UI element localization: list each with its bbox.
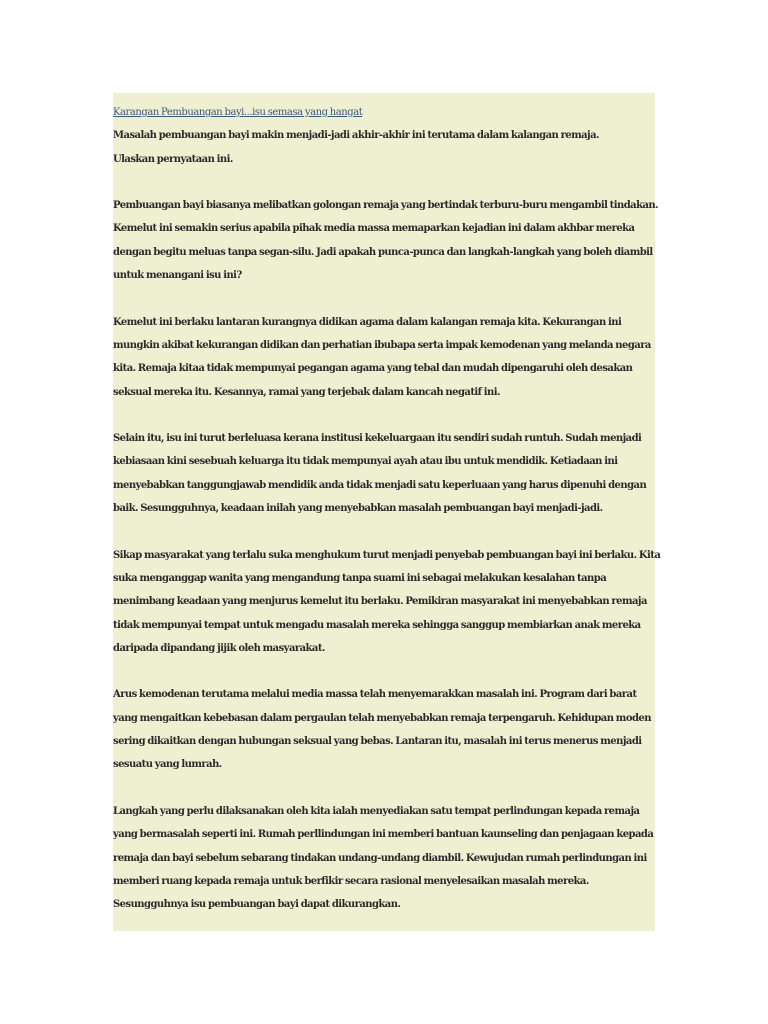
paragraph-gap xyxy=(113,520,661,543)
paragraph-modernity: Arus kemodenan terutama melalui media massa telah menyemarakkan masalah ini. Program dari barat yang mengaitkan kebebasan dalam pergaulan telah menyebabkan remaja terpengaruh. Kehidupan moden sering dikaitkan dengan hubungan seksual yang bebas. Lantaran itu, masalah ini terus menerus menjadi sesuatu yang lumrah. xyxy=(113,689,651,771)
paragraph-gap xyxy=(113,660,661,683)
paragraph-solution: Langkah yang perlu dilaksanakan oleh kita ialah menyediakan satu tempat perlindungan kepada remaja yang bermasalah seperti ini. Rumah perllindungan ini memberi bantuan kaunseling dan penjagaan kepada remaja dan bayi sebelum sebarang tindakan undang-undang diambil. Kewujudan rumah perlindungan ini memberi ruang kepada remaja untuk berfikir secara rasional menyelesaikan masalah mereka. Sesungguhnya isu pembuangan bayi dapat dikurangkan. xyxy=(113,805,654,911)
paragraph-gap xyxy=(113,404,661,427)
paragraph-gap xyxy=(113,777,661,800)
paragraph-family: Selain itu, isu ini turut berleluasa kerana institusi kekeluargaan itu sendiri sudah runtuh. Sudah menjadi kebiasaan kini sesebuah keluarga itu tidak mempunyai ayah atau ibu untuk mendidik. Ketiadaan ini menyebabkan tanggungjawab mendidik anda tidak menjadi satu keperluaan yang harus dipenuhi dengan baik. Sesungguhnya, keadaan inilah yang menyebabkan masalah pembuangan bayi menjadi-jadi. xyxy=(113,433,647,515)
intro-instruction: Ulaskan pernyataan ini. xyxy=(113,153,233,165)
article-title-link[interactable]: Karangan Pembuangan bayi...isu semasa yang hangat xyxy=(113,107,363,118)
paragraph-introduction: Pembuangan bayi biasanya melibatkan golongan remaja yang bertindak terburu-buru mengambil tindakan. Kemelut ini semakin serius apabila pihak media massa memaparkan kejadian ini dalam akhbar mereka dengan begitu meluas tanpa segan-silu. Jadi apakah punca-punca dan langkah-langkah yang boleh diambil untuk menangani isu ini? xyxy=(113,200,659,282)
paragraph-religion: Kemelut ini berlaku lantaran kurangnya didikan agama dalam kalangan remaja kita. Kekurangan ini mungkin akibat kekurangan didikan dan perhatian ibubapa serta impak kemodenan yang melanda negara kita. Remaja kitaa tidak mempunyai pegangan agama yang tebal dan mudah dipengaruhi oleh desakan seksual mereka itu. Kesannya, ramai yang terjebak dalam kancah negatif ini. xyxy=(113,316,651,398)
paragraph-gap xyxy=(113,171,661,194)
paragraph-society: Sikap masyarakat yang terlalu suka menghukum turut menjadi penyebab pembuangan bayi ini berlaku. Kita suka menganggap wanita yang mengandung tanpa suami ini sebagai melakukan kesalahan tanpa menimbang keadaan yang menjurus kemelut itu berlaku. Pemikiran masyarakat ini menyebabkan remaja tidak mempunyai tempat untuk mengadu masalah mereka sehingga sanggup membiarkan anak mereka daripada dipandang jijik oleh masyarakat. xyxy=(113,549,661,654)
paragraph-gap xyxy=(113,287,661,310)
article-body xyxy=(113,101,661,916)
intro-question: Masalah pembuangan bayi makin menjadi-jadi akhir-akhir ini terutama dalam kalangan remaja. xyxy=(113,130,599,142)
